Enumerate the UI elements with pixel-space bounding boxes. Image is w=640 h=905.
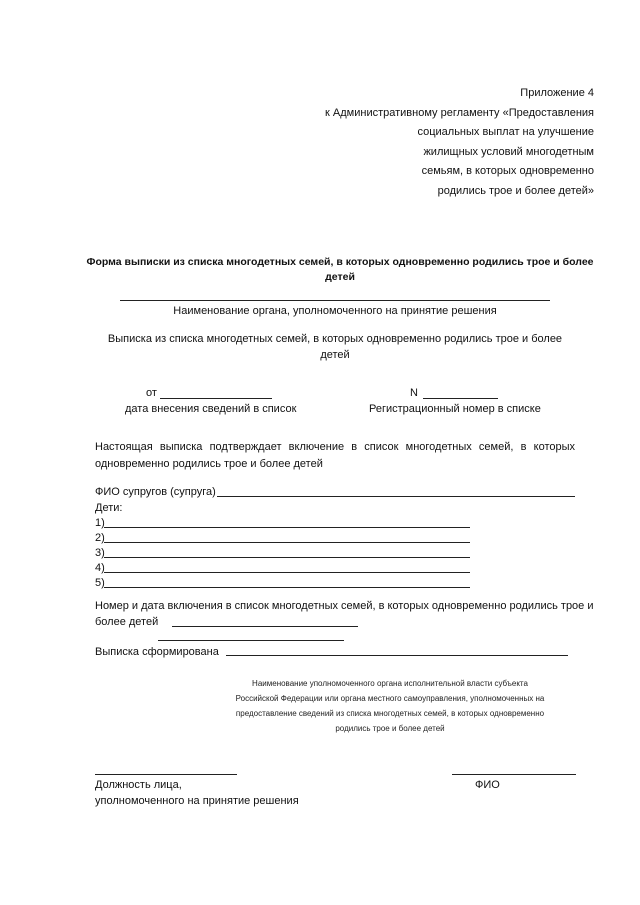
position-line (95, 774, 237, 775)
appendix-line: семьям, в которых одновременно (421, 165, 594, 177)
child-line (104, 572, 470, 573)
appendix-line: к Административному регламенту «Предоставления (325, 106, 594, 119)
number-caption: Регистрационный номер в списке (369, 403, 541, 415)
date-prefix: от (146, 387, 157, 399)
child-number: 4) (95, 562, 105, 574)
spouses-label: ФИО супругов (супруга) (95, 486, 216, 498)
child-line (104, 557, 470, 558)
appendix-line: социальных выплат на улучшение (417, 126, 594, 138)
confirmation-text: Настоящая выписка подтверждает включение в список многодетных семей, в которых одновременно родились трое и более детей (95, 441, 575, 470)
name-caption: ФИО (475, 779, 500, 791)
inclusion-line-2 (158, 640, 344, 641)
inclusion-text: Номер и дата включения в список многодетных семей, в которых одновременно родились трое и более детей (95, 600, 594, 628)
formed-line (226, 655, 568, 656)
authority-note: Наименование уполномоченного органа исполнительной власти субъекта Российской Федерации или органа местного самоуправления, уполномоченных на предоставление сведений из списка многодетных семей, в которых одновременно родились трое и более детей (235, 679, 545, 733)
number-line (423, 398, 498, 399)
date-caption: дата внесения сведений в список (125, 403, 297, 415)
children-label: Дети: (95, 502, 123, 514)
form-title: Форма выписки из списка многодетных семей, в которых одновременно родились трое и более детей (86, 256, 594, 283)
spouses-line (217, 496, 575, 497)
name-line (452, 774, 576, 775)
formed-label: Выписка сформирована (95, 646, 219, 658)
child-line (104, 587, 470, 588)
authority-caption: Наименование органа, уполномоченного на принятие решения (173, 305, 497, 317)
position-caption: Должность лица, (95, 779, 182, 791)
date-line (160, 398, 272, 399)
child-number: 1) (95, 517, 105, 529)
number-prefix: N (410, 387, 418, 399)
appendix-line: жилищных условий многодетным (423, 145, 594, 158)
extract-title: Выписка из списка многодетных семей, в которых одновременно родились трое и более детей (107, 333, 563, 361)
authority-name-line (120, 300, 550, 301)
child-number: 2) (95, 532, 105, 544)
appendix-line: Приложение 4 (520, 87, 594, 99)
appendix-line: родились трое и более детей» (437, 184, 594, 197)
child-line (104, 542, 470, 543)
inclusion-line (172, 626, 358, 627)
child-number: 3) (95, 547, 105, 559)
child-number: 5) (95, 577, 105, 589)
position-caption-2: уполномоченного на принятие решения (95, 795, 299, 807)
appendix-header (325, 84, 594, 201)
child-line (104, 527, 470, 528)
